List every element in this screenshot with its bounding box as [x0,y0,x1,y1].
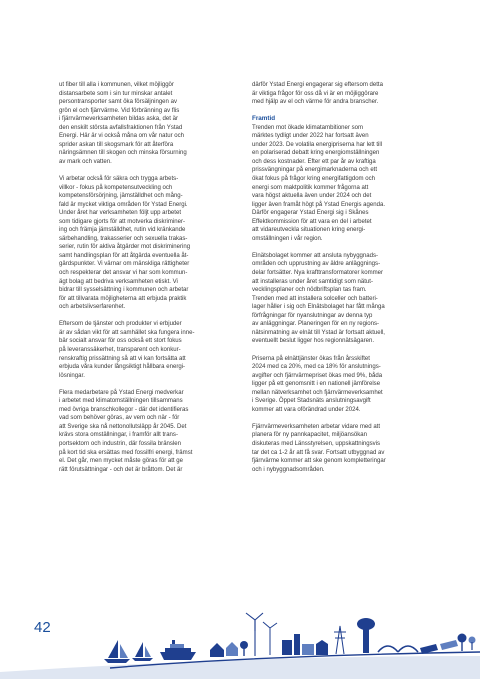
body-paragraph: därför Ystad Energi engagerar sig eftersom detta är viktiga frågor för oss då vi är en möjliggörare med hjälp av el och värme för andra branscher. [252,82,383,106]
body-paragraph: ut fiber till alla i kommunen, vilket möjliggör distansarbete som i sin tur minskar antalet persontransporter samt öka försäljningen av grön el och fjärrvärme. Vid förbränning av flis i fjärrvärmeverksamheten bildas aska, det är den enskilt största avfallsfraktionen från Ystad Energi. Här är vi också måna om vår natur och sprider askan till skogsmark för att återföra näringsämnen till skogen och minska försurning av mark och vatten. [59,82,187,165]
sailboat-icon [104,640,130,663]
tree-icon [458,634,476,652]
body-paragraph: Priserna på elnättjänster ökas från årsskiftet 2024 med ca 20%, med ca 18% för anslutnings- avgifter och fjärrvärmepriset ökas med 9%, båda ligger på ett genomsnitt i en nationell jämförelse mellan nätverksamhet och fjärrvärmeverksamhet i Sverige. Öppet Stadsnäts anslutningsavgift kommer att vara oförändrad under 2024. [252,355,383,413]
power-pylon-icon [334,626,346,654]
city-skyline-illustration [0,560,480,679]
page-number: 42 [34,619,51,636]
left-column [59,81,231,483]
body-paragraph: Fjärrvärmeverksamheten arbetar vidare med att planera för ny pannkapacitet, miljöansökan diskuteras med Länsstyrelsen, uppskattningsvis tar det ca 1-2 år att få svar. Fortsatt utbyggnad av fjärrvärme kommer att ske genom kompletteringar och i nybyggnadsområden. [252,423,386,473]
house-icon [210,642,238,657]
bridge-icon [378,646,418,652]
water-tower-icon [357,618,375,653]
right-column [252,81,424,483]
cruise-ship-icon [160,640,196,660]
section-heading: Framtid [252,115,276,123]
tree-icon [240,641,248,656]
body-paragraph: Trenden mot ökade klimatambitioner som märktes tydligt under 2022 har fortsatt även under 2023. De volatila energipriserna har lett till en polariserad debatt kring energiomställningen och dess kostnader. Efter ett par år av kraftiga prissvängningar på energimarknaderna och ett ökat fokus på frågor kring energifattigdom och energi som maktpolitik kommer frågorna att vara högst aktuella även under 2024 och det ligger även framåt högt på Ystad Energis agenda. Därför engagerar Ystad Energi sig i Skånes Effektkommission för att vara en del i arbetet att vidareutveckla situationen kring energi- omställningen i vår region. [252,124,386,242]
factory-icon [282,634,328,655]
wind-turbine-icon [246,613,263,656]
body-paragraph: Elnätsbolaget kommer att ansluta nybyggnads- områden och upprustning av äldre anläggnings- delar fortsätter. Nya krafttransformatorer kommer att installeras under året samtidigt som nätut- vecklingsplaner och nödbriftsplan tas fram. Trenden med att installera solceller och batteri- lager håller i sig och Elnätsbolaget har fått många förfrågningar för nyanslutningar av denna typ av anläggningar. Planeringen för en ny regions- nätsinmatning av elnät till Ystad är fortsatt aktuell, eventuellt beslut ligger hos regionnätsägaren. [252,252,385,345]
body-paragraph: Flera medarbetare på Ystad Energi medverkar i arbetet med klimatomställningen tillsammans med övriga branschkollegor - där det identifieras vad som behöver göras, av vem och när - för att Sverige ska nå nettonollutsläpp år 2045. Det krävs stora omställningar, i framför allt trans- portsektorn och industrin, där fossila bränslen på kort tid ska ersättas med fossilfri energi, främst el. Det går, men mycket måste göras för att ge rätt förutsättningar - och det är bråttom. Det är [59,389,193,473]
sailboat-icon [132,642,153,661]
body-paragraph: Eftersom de tjänster och produkter vi erbjuder är av sådan vikt för att samhället ska fungera inne- bär socialt ansvar för oss också ett stort fokus på leveranssäkerhet, transparent och konkur- renskraftig prissättning så att vi kan fortsätta att erbjuda våra kunder långsiktigt hållbara energi- lösningar. [59,321,195,379]
wind-turbine-icon [263,622,277,655]
body-paragraph: Vi arbetar också för säkra och trygga arbets- villkor - fokus på kompetensutveckling och kompetensförsörjning, jämställdhet och mång- fald är mycket viktiga områden för Ystad Energi. Under året har verksamheten följt upp arbetet som tidigare gjorts för att motverka diskriminer- ing och främja jämställdhet, rutin vid kränkande särbehandling, trakasserier och sexuella trakas- serier, rutin för aktiva åtgärder mot diskriminering samt handlingsplan för att åtgärda eventuella åt- gärdspunkter. Vi värnar om mänskliga rättigheter och respekterar det ansvar vi har som kommun- ägt bolag att bedriva verksamheten etiskt. Vi bidrar till sysselsättning i kommunen och arbetar för att tillvarata möjligheterna att erbjuda praktik och arbetslivserfarenhet. [59,176,191,311]
